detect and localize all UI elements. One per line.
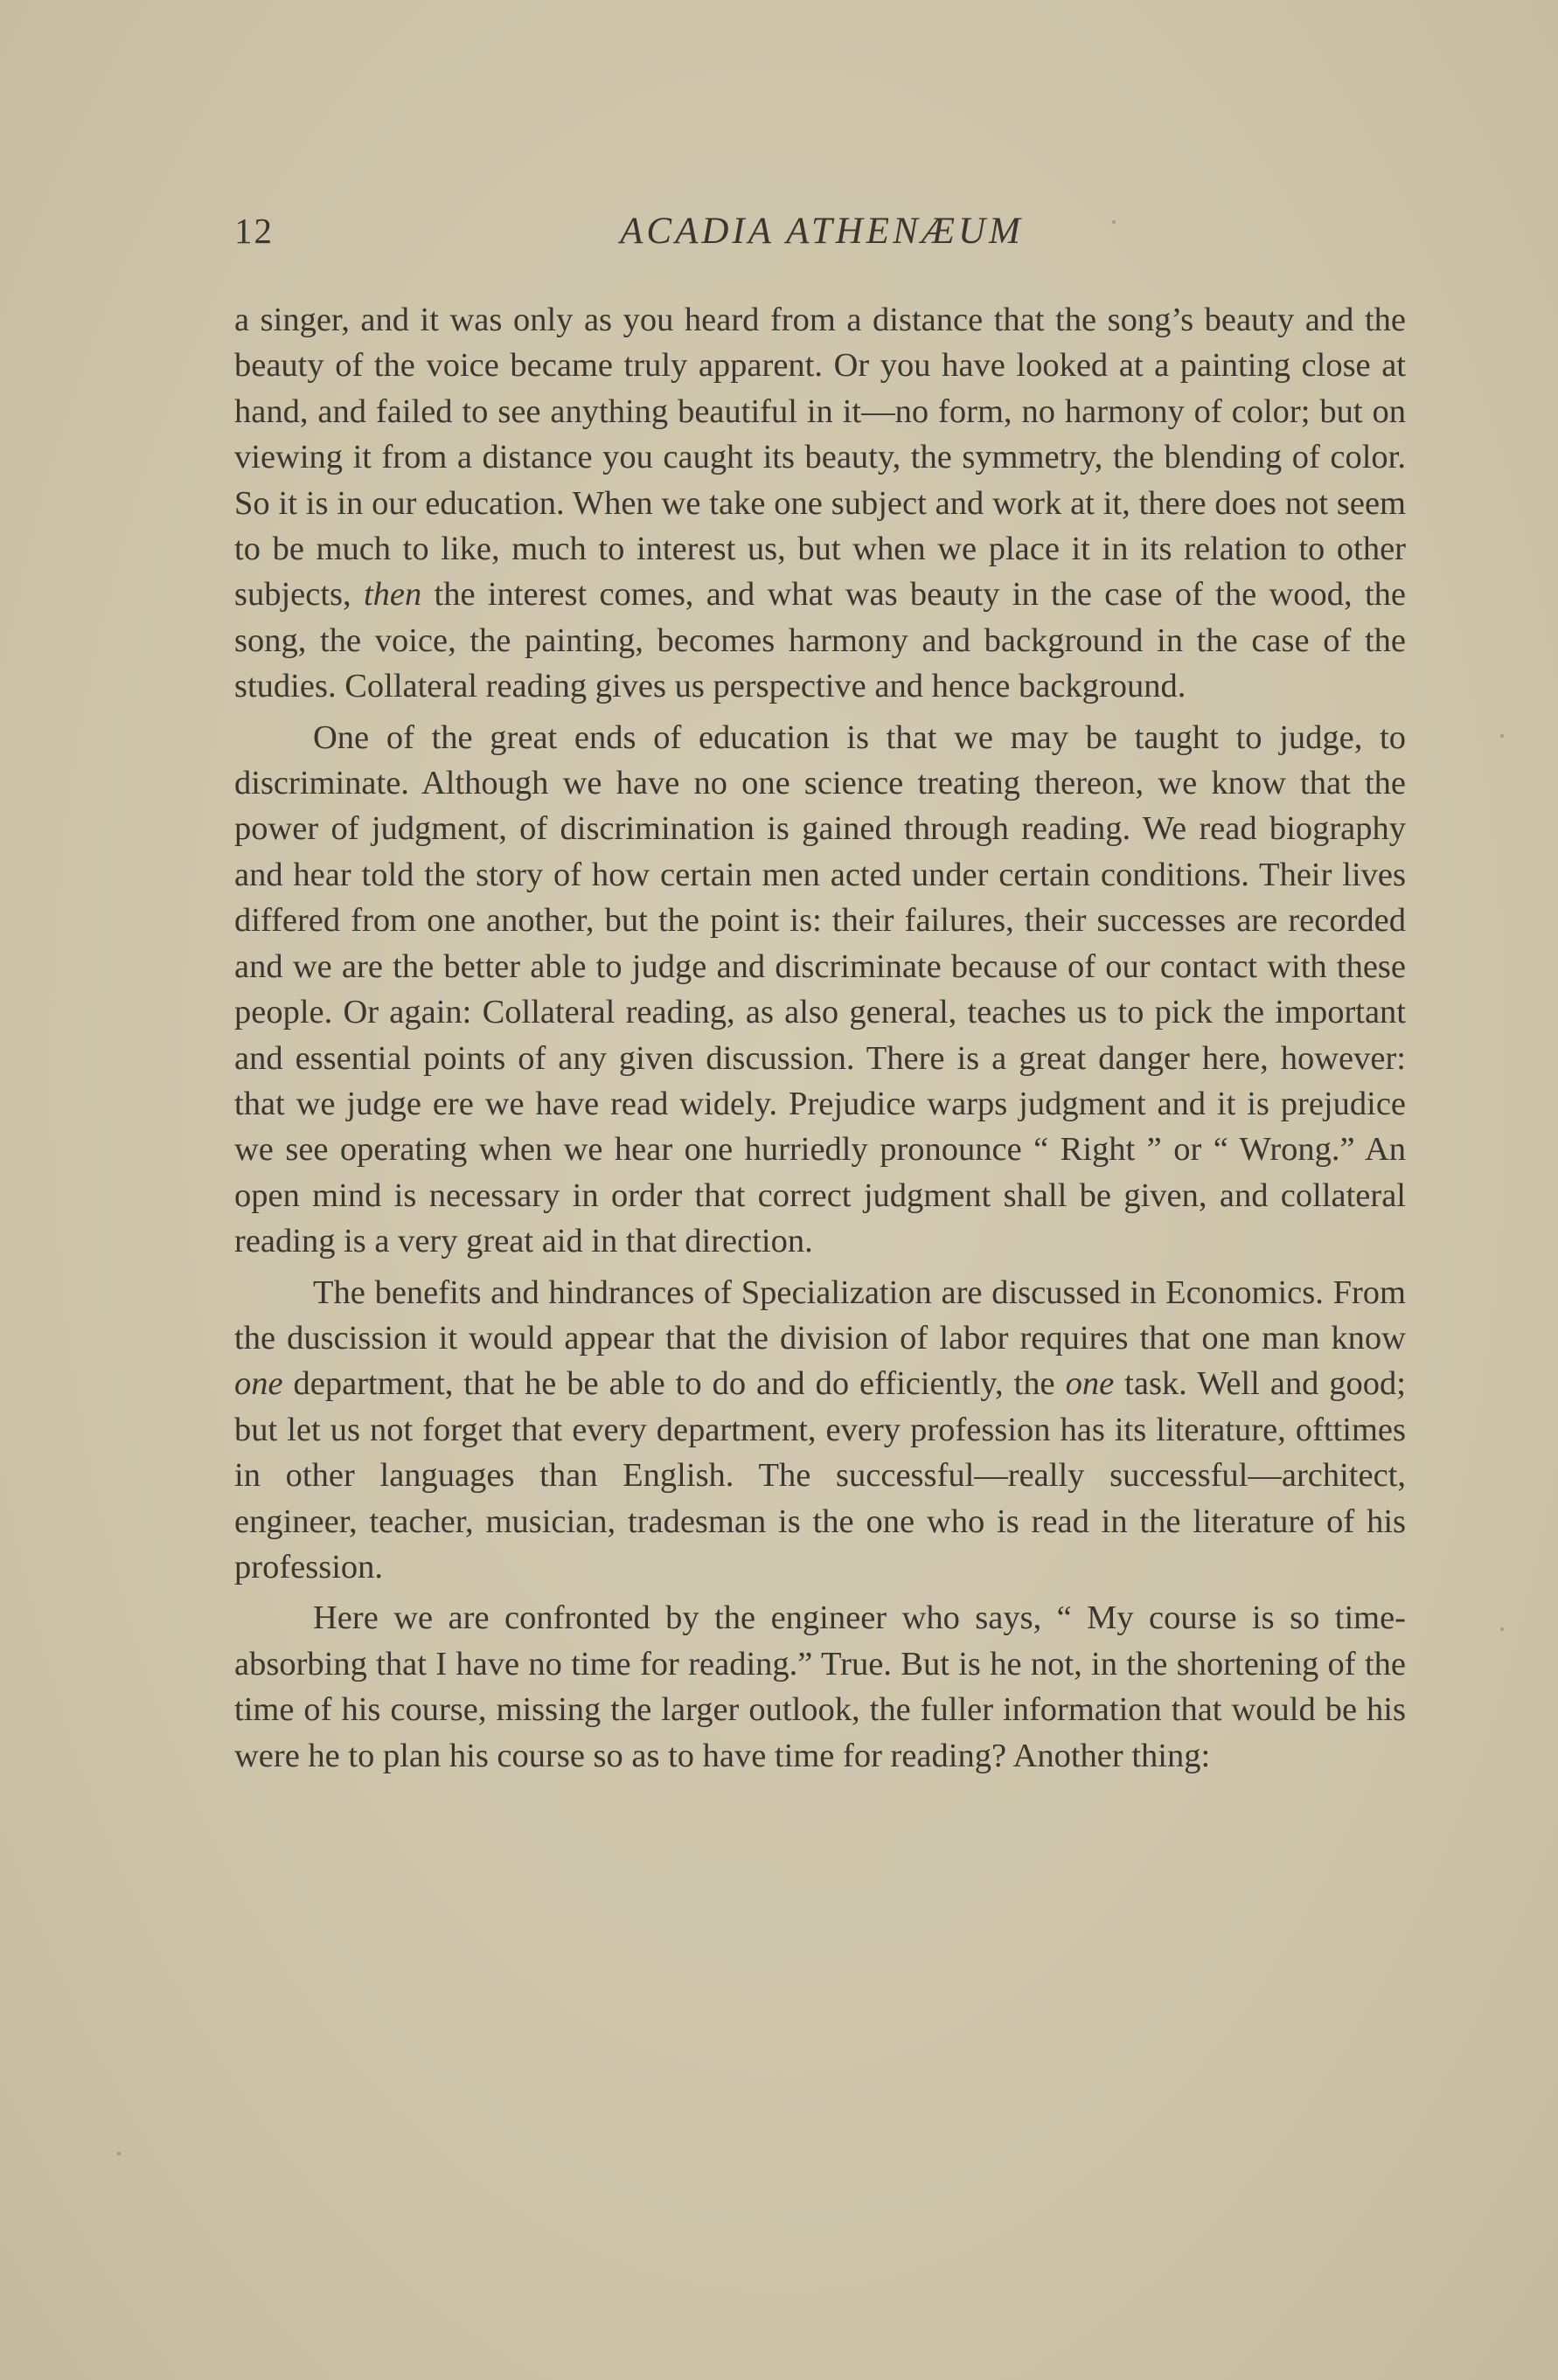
paragraph	[234, 715, 1406, 1265]
text-segment: a singer, and it was only as you heard from a distance that the song’s beauty and the beauty of the voice became truly apparent. Or you have looked at a painting close at hand, and failed to see anything beautiful in it—no form, no harmony of color; but on viewing it from a distance you caught its beauty, the symmetry, the blending of color. So it is in our education. When we take one subject and work at it, there does not seem to be much to like, much to interest us, but when we place it in its relation to other subjects,	[234, 302, 1406, 614]
scan-speck	[1112, 220, 1116, 224]
page-number: 12	[234, 211, 274, 251]
text-segment: The benefits and hindrances of Specialization are discussed in Economics. From the duscission it would appear that the division of labor requires that one man know	[234, 1273, 1406, 1357]
paragraph	[234, 1595, 1406, 1779]
italic-text: one	[1065, 1365, 1115, 1403]
italic-text: then	[363, 576, 422, 614]
paragraph	[234, 1270, 1406, 1591]
text-segment: Here we are confronted by the engineer who says, “ My course is so time-absorbing that I have no time for reading.” True. But is he not, in the shortening of the time of his course, missing the larger outlook, the fuller information that would be his were he to plan his course so as to have time for reading? Another thing:	[234, 1599, 1406, 1774]
text-segment: department, that he be able to do and do efficiently, the	[282, 1365, 1066, 1403]
running-title: ACADIA ATHENÆUM	[620, 211, 1024, 252]
scan-speck	[117, 2152, 121, 2155]
scan-speck	[1500, 1627, 1504, 1631]
text-segment: One of the great ends of education is that we may be taught to judge, to discriminate. Although we have no one science treating thereon, we know that the power of judgment, of discrimination is gained through reading. We read biography and hear told the story of how certain men acted under certain conditions. Their lives differed from one another, but the point is: their failures, their successes are recorded and we are the better able to judge and discriminate because of our contact with these people. Or again: Collateral reading, as also general, teaches us to pick the important and essential points of any given discussion. There is a great danger here, however: that we judge ere we have read widely. Prejudice warps judgment and it is prejudice we see operating when we hear one hurriedly pronounce “ Right ” or “ Wrong.” An open mind is necessary in order that correct judgment shall be given, and collateral reading is a very great aid in that direction.	[234, 718, 1406, 1260]
text-segment: task. Well and good; but let us not forget that every department, every profession has its literature, ofttimes in other languages than English. The successful—really successful—architect, engineer, teacher, musician, tradesman is the one who is read in the literature of his profession.	[234, 1365, 1406, 1586]
italic-text: one	[234, 1365, 283, 1403]
paragraph	[234, 297, 1406, 710]
page-header	[234, 203, 1409, 264]
scan-speck	[1500, 734, 1504, 738]
body-text	[234, 297, 1406, 1779]
text-segment: the interest comes, and what was beauty in the case of the wood, the song, the voice, the painting, becomes harmony and background in the case of the studies. Collateral reading gives us perspective and hence background.	[234, 576, 1406, 705]
